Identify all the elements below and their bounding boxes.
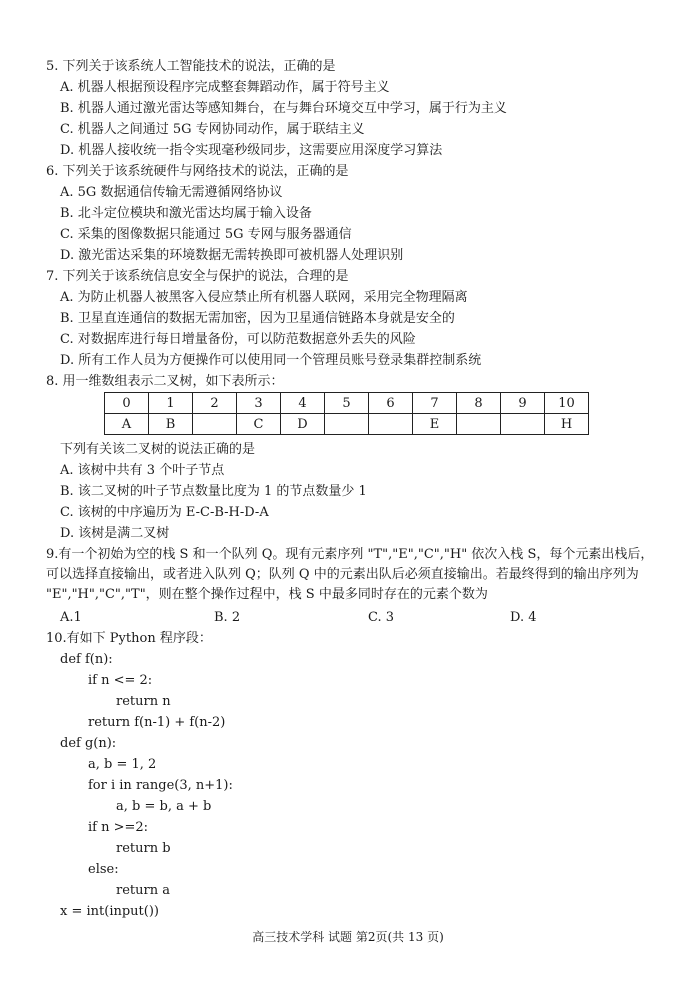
- array-value-cell: [457, 414, 501, 435]
- array-index-cell: 7: [413, 393, 457, 414]
- q7-option-a: A. 为防止机器人被黑客入侵应禁止所有机器人联网，采用完全物理隔离: [60, 290, 468, 305]
- array-value-cell: [501, 414, 545, 435]
- q6-option-d: D. 激光雷达采集的环境数据无需转换即可被机器人处理识别: [60, 248, 404, 263]
- q5-stem: 5. 下列关于该系统人工智能技术的说法，正确的是: [46, 59, 336, 74]
- q7-option-c: C. 对数据库进行每日增量备份，可以防范数据意外丢失的风险: [60, 332, 416, 347]
- q5-option-b: B. 机器人通过激光雷达等感知舞台，在与舞台环境交互中学习，属于行为主义: [60, 101, 507, 116]
- code-line: return n: [116, 694, 171, 709]
- q7-stem: 7. 下列关于该系统信息安全与保护的说法，合理的是: [46, 269, 349, 284]
- code-line: if n <= 2:: [88, 673, 153, 688]
- array-value-cell: [369, 414, 413, 435]
- array-index-cell: 2: [193, 393, 237, 414]
- page-footer: 高三技术学科 试题 第2页(共 13 页): [252, 930, 444, 944]
- q9-choice-d: D. 4: [510, 610, 537, 625]
- q8-stem: 8. 用一维数组表示二叉树，如下表所示：: [46, 374, 284, 389]
- q7-option-b: B. 卫星直连通信的数据无需加密，因为卫星通信链路本身就是安全的: [60, 311, 455, 326]
- code-line: for i in range(3, n+1):: [88, 778, 233, 793]
- q5-option-d: D. 机器人接收统一指令实现毫秒级同步，这需要应用深度学习算法: [60, 143, 443, 158]
- code-line: def f(n):: [60, 652, 113, 667]
- q8-option-b: B. 该二叉树的叶子节点数量比度为 1 的节点数量少 1: [60, 484, 367, 499]
- array-value-cell: E: [413, 414, 457, 435]
- q8-option-c: C. 该树的中序遍历为 E-C-B-H-D-A: [60, 505, 269, 520]
- array-index-row: [105, 393, 589, 414]
- code-line: def g(n):: [60, 736, 117, 751]
- array-value-cell: A: [105, 414, 149, 435]
- array-index-cell: 4: [281, 393, 325, 414]
- array-index-cell: 9: [501, 393, 545, 414]
- code-line: else:: [88, 862, 119, 877]
- array-value-row: [105, 414, 589, 435]
- code-line: a, b = b, a + b: [116, 799, 212, 814]
- q5-option-c: C. 机器人之间通过 5G 专网协同动作，属于联结主义: [60, 122, 365, 137]
- array-index-cell: 6: [369, 393, 413, 414]
- q9-choice-a: A.1: [60, 610, 82, 625]
- q9-choice-c: C. 3: [368, 610, 395, 625]
- array-value-cell: B: [149, 414, 193, 435]
- code-line: return f(n-1) + f(n-2): [88, 715, 226, 730]
- array-value-cell: H: [545, 414, 589, 435]
- code-line: a, b = 1, 2: [88, 757, 157, 772]
- code-line: return a: [116, 883, 170, 898]
- q6-option-b: B. 北斗定位模块和激光雷达均属于输入设备: [60, 206, 312, 221]
- array-index-cell: 8: [457, 393, 501, 414]
- q8-option-a: A. 该树中共有 3 个叶子节点: [60, 463, 225, 478]
- array-value-cell: C: [237, 414, 281, 435]
- q9-choice-b: B. 2: [214, 610, 241, 625]
- code-line: return b: [116, 841, 171, 856]
- q8-sub-stem: 下列有关该二叉树的说法正确的是: [60, 442, 256, 457]
- array-index-cell: 5: [325, 393, 369, 414]
- q7-option-d: D. 所有工作人员为方便操作可以使用同一个管理员账号登录集群控制系统: [60, 353, 482, 368]
- array-table: [104, 392, 589, 435]
- q6-option-a: A. 5G 数据通信传输无需遵循网络协议: [60, 185, 283, 200]
- code-line: if n >=2:: [88, 820, 149, 835]
- array-index-cell: 1: [149, 393, 193, 414]
- q10-stem: 10.有如下 Python 程序段：: [46, 631, 212, 646]
- array-index-cell: 0: [105, 393, 149, 414]
- array-value-cell: [193, 414, 237, 435]
- array-index-cell: 3: [237, 393, 281, 414]
- code-line: x = int(input()): [60, 904, 159, 919]
- array-value-cell: D: [281, 414, 325, 435]
- q9-stem: 9.有一个初始为空的栈 S 和一个队列 Q。现有元素序列 "T","E","C","H" 依次入栈 S，每个元素出栈后，可以选择直接输出，或者进入队列 Q；队列 Q 中的元素出队后必须直接输出。若最终得到的输出序列为 "E","H","C","T"，则在整个操作过程中，栈 S 中最多同时存在的元素个数为: [46, 547, 654, 602]
- q6-stem: 6. 下列关于该系统硬件与网络技术的说法，正确的是: [46, 164, 349, 179]
- q6-option-c: C. 采集的图像数据只能通过 5G 专网与服务器通信: [60, 227, 352, 242]
- q5-option-a: A. 机器人根据预设程序完成整套舞蹈动作，属于符号主义: [60, 80, 390, 95]
- array-index-cell: 10: [545, 393, 589, 414]
- q8-option-d: D. 该树是满二叉树: [60, 526, 170, 541]
- array-value-cell: [325, 414, 369, 435]
